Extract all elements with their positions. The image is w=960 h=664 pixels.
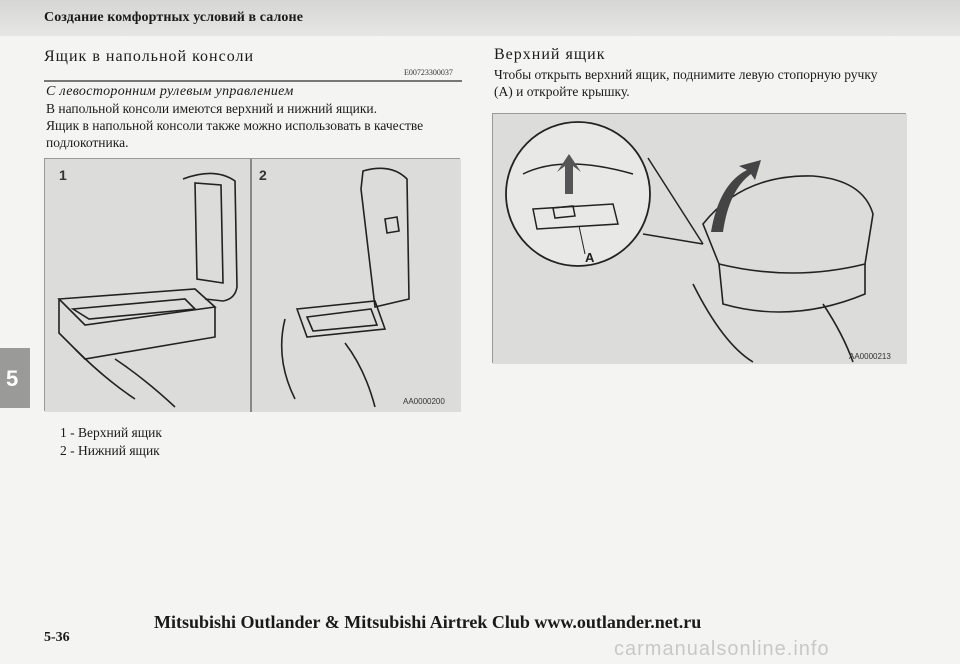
footer-club-banner: Mitsubishi Outlander & Mitsubishi Airtrek Club www.outlander.net.ru <box>154 612 702 632</box>
right-column <box>494 46 914 100</box>
caption-lower-box: 2 - Нижний ящик <box>60 443 160 458</box>
paragraph-line: В напольной консоли имеются верхний и нижний ящики. <box>46 101 377 116</box>
console-boxes-drawing <box>45 159 461 412</box>
panel-number-2: 2 <box>259 167 267 183</box>
caption-upper-box: 1 - Верхний ящик <box>60 425 162 440</box>
description-paragraph <box>46 100 462 151</box>
panel-number-1: 1 <box>59 167 67 183</box>
section-title-upper-box: Верхний ящик <box>494 46 606 63</box>
title-divider <box>44 80 462 82</box>
figure-captions <box>60 424 162 460</box>
label-latch-a: A <box>585 250 595 265</box>
paragraph-line: (A) и откройте крышку. <box>494 84 630 99</box>
upper-box-instructions <box>494 66 914 100</box>
section-title-floor-console: Ящик в напольной консоли <box>44 48 255 65</box>
header-title: Создание комфортных условий в салоне <box>44 10 304 25</box>
paragraph-line: Чтобы открыть верхний ящик, поднимите левую стопорную ручку <box>494 67 878 82</box>
section-number: 5 <box>6 366 19 391</box>
upper-box-drawing <box>493 114 907 364</box>
section-code: E00723300037 <box>404 68 453 77</box>
watermark: carmanualsonline.info <box>614 638 830 660</box>
figure-code: AA0000200 <box>403 397 445 406</box>
subtitle-lhd: С левосторонним рулевым управлением <box>46 84 294 99</box>
figure-code: AA0000213 <box>849 352 891 361</box>
paragraph-line: Ящик в напольной консоли также можно использовать в качестве <box>46 118 424 133</box>
paragraph-line: подлокотника. <box>46 135 129 150</box>
page-number: 5-36 <box>44 630 70 645</box>
upper-box-illustration <box>492 113 906 363</box>
header-bar <box>0 0 960 36</box>
section-tab <box>0 348 30 408</box>
console-boxes-illustration <box>44 158 460 411</box>
